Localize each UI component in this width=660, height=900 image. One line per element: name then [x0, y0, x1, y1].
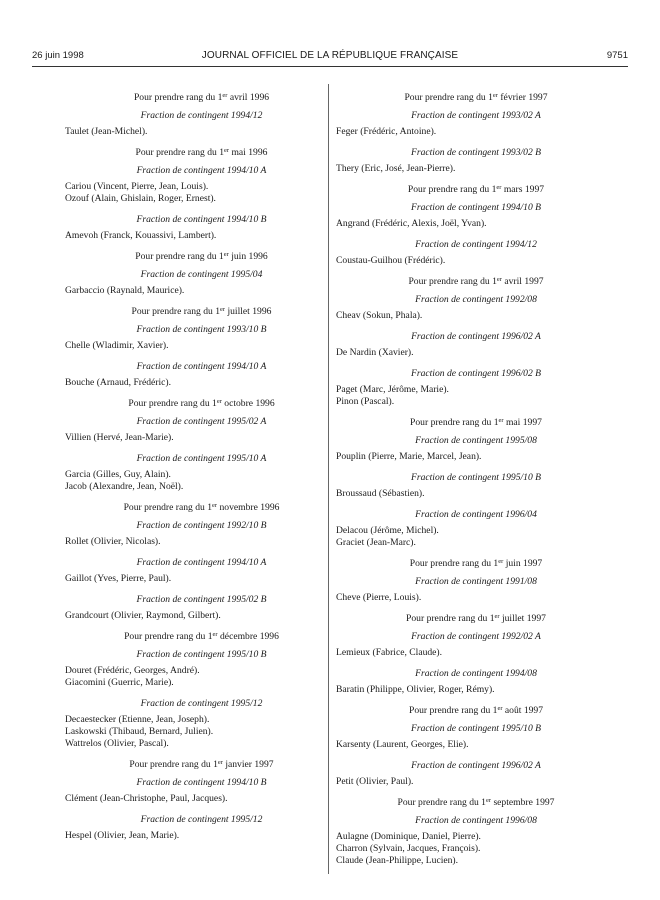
rank-ordinal: er [496, 276, 502, 283]
fraction-heading: Fraction de contingent 1994/08 [415, 668, 537, 679]
rank-date: octobre 1996 [221, 398, 275, 409]
rank-date: juin 1996 [228, 251, 268, 262]
rank-ordinal: er [220, 306, 226, 313]
rank-ordinal: er [217, 759, 223, 766]
rank-text: Pour prendre rang du 1 [135, 251, 224, 262]
rank-ordinal: er [216, 398, 222, 405]
person-name: Douret (Frédéric, Georges, André). [65, 665, 200, 676]
contingent-group [65, 324, 320, 352]
person-name: Jacob (Alexandre, Jean, Noël). [65, 481, 184, 492]
person-name: Garcia (Gilles, Guy, Alain). [65, 469, 171, 480]
rank-text: Pour prendre rang du 1 [123, 502, 213, 513]
contingent-group [65, 214, 320, 242]
person-name: Rollet (Olivier, Nicolas). [65, 536, 161, 547]
person-name: Broussaud (Sébastien). [336, 488, 425, 499]
header-page-number: 9751 [606, 50, 628, 61]
fraction-heading: Fraction de contingent 1995/12 [140, 698, 263, 709]
person-name: Petit (Olivier, Paul). [336, 776, 414, 787]
contingent-group [336, 368, 598, 408]
rank-heading [336, 558, 598, 570]
contingent-group [336, 631, 598, 659]
rank-date: juillet 1997 [499, 613, 546, 624]
contingent-group [65, 814, 320, 842]
contingent-group [336, 723, 598, 751]
person-name: Delacou (Jérôme, Michel). [336, 525, 439, 536]
fraction-heading: Fraction de contingent 1993/02 A [411, 110, 541, 121]
contingent-group [336, 668, 598, 696]
rank-ordinal: er [496, 184, 502, 191]
fraction-heading: Fraction de contingent 1994/10 A [136, 557, 267, 568]
rank-heading [336, 705, 598, 717]
rank-heading [336, 276, 598, 288]
rank-date: août 1997 [502, 705, 544, 716]
rank-date: juillet 1996 [225, 306, 272, 317]
fraction-heading: Fraction de contingent 1995/10 B [410, 472, 542, 483]
rank-heading [65, 92, 320, 104]
fraction-heading: Fraction de contingent 1995/12 [140, 814, 263, 825]
rank-ordinal: er [494, 613, 500, 620]
contingent-group [65, 416, 320, 444]
contingent-group [65, 649, 320, 689]
fraction-heading: Fraction de contingent 1994/12 [140, 110, 263, 121]
rank-ordinal: er [224, 147, 230, 154]
fraction-heading: Fraction de contingent 1992/02 A [411, 631, 541, 642]
rank-ordinal: er [497, 705, 503, 712]
person-name: Ozouf (Alain, Ghislain, Roger, Ernest). [65, 193, 216, 204]
rank-ordinal: er [222, 92, 228, 99]
column-divider [328, 84, 329, 874]
person-name: Thery (Eric, José, Jean-Pierre). [336, 163, 456, 174]
rank-text: Pour prendre rang du 1 [397, 797, 486, 808]
rank-text: Pour prendre rang du 1 [133, 92, 223, 103]
person-name: Cheav (Sokun, Phala). [336, 310, 423, 321]
fraction-heading: Fraction de contingent 1995/08 [415, 435, 537, 446]
fraction-heading: Fraction de contingent 1996/02 B [410, 368, 542, 379]
person-name: Villien (Hervé, Jean-Marie). [65, 432, 174, 443]
fraction-heading: Fraction de contingent 1992/10 B [136, 520, 267, 531]
person-name: Cheve (Pierre, Louis). [336, 592, 422, 603]
contingent-group [336, 509, 598, 549]
rank-text: Pour prendre rang du 1 [129, 759, 218, 770]
fraction-heading: Fraction de contingent 1996/02 A [411, 760, 541, 771]
rank-text: Pour prendre rang du 1 [131, 306, 220, 317]
contingent-group [336, 815, 598, 867]
rank-text: Pour prendre rang du 1 [408, 705, 498, 716]
person-name: Angrand (Frédéric, Alexis, Joël, Yvan). [336, 218, 487, 229]
contingent-group [65, 777, 320, 805]
rank-heading [336, 417, 598, 429]
fraction-heading: Fraction de contingent 1994/10 B [410, 202, 542, 213]
fraction-heading: Fraction de contingent 1993/10 B [136, 324, 267, 335]
rank-date: mars 1997 [501, 184, 545, 195]
person-name: Pouplin (Pierre, Marie, Marcel, Jean). [336, 451, 482, 462]
column-left [65, 84, 320, 846]
rank-text: Pour prendre rang du 1 [124, 631, 213, 642]
rank-heading [65, 398, 320, 410]
contingent-group [65, 557, 320, 585]
header-date: 26 juin 1998 [32, 50, 84, 61]
contingent-group [336, 435, 598, 463]
person-name: Pinon (Pascal). [336, 396, 395, 407]
contingent-group [65, 165, 320, 205]
person-name: Laskowski (Thibaud, Bernard, Julien). [65, 726, 214, 737]
rank-date: décembre 1996 [217, 631, 279, 642]
person-name: Wattrelos (Olivier, Pascal). [65, 738, 169, 749]
rank-heading [336, 613, 598, 625]
contingent-group [65, 453, 320, 493]
contingent-group [336, 331, 598, 359]
rank-date: mai 1996 [229, 147, 268, 158]
person-name: Lemieux (Fabrice, Claude). [336, 647, 443, 658]
rank-heading [65, 502, 320, 514]
person-name: Paget (Marc, Jérôme, Marie). [336, 384, 449, 395]
rank-text: Pour prendre rang du 1 [404, 92, 493, 103]
person-name: Chelle (Wladimir, Xavier). [65, 340, 169, 351]
fraction-heading: Fraction de contingent 1995/02 A [136, 416, 267, 427]
person-name: Baratin (Philippe, Olivier, Roger, Rémy). [336, 684, 495, 695]
contingent-group [65, 698, 320, 750]
rank-date: janvier 1997 [222, 759, 274, 770]
rank-heading [336, 797, 598, 809]
contingent-group [336, 202, 598, 230]
page-header [32, 50, 628, 64]
person-name: Garbaccio (Raynald, Maurice). [65, 285, 185, 296]
person-name: Gaillot (Yves, Pierre, Paul). [65, 573, 172, 584]
contingent-group [336, 294, 598, 322]
header-title: JOURNAL OFFICIEL DE LA RÉPUBLIQUE FRANÇAISE [201, 50, 459, 61]
fraction-heading: Fraction de contingent 1994/10 B [136, 777, 267, 788]
rank-date: novembre 1996 [217, 502, 280, 513]
person-name: Giacomini (Guerric, Marie). [65, 677, 174, 688]
rank-heading [65, 306, 320, 318]
fraction-heading: Fraction de contingent 1993/02 B [410, 147, 542, 158]
person-name: Grandcourt (Olivier, Raymond, Gilbert). [65, 610, 221, 621]
contingent-group [336, 147, 598, 175]
person-name: Charron (Sylvain, Jacques, François). [336, 843, 481, 854]
rank-text: Pour prendre rang du 1 [407, 184, 497, 195]
person-name: Decaestecker (Etienne, Jean, Joseph). [65, 714, 210, 725]
person-name: Karsenty (Laurent, Georges, Elie). [336, 739, 469, 750]
contingent-group [65, 594, 320, 622]
fraction-heading: Fraction de contingent 1994/10 B [136, 214, 267, 225]
fraction-heading: Fraction de contingent 1996/02 A [411, 331, 541, 342]
fraction-heading: Fraction de contingent 1995/10 B [136, 649, 267, 660]
fraction-heading: Fraction de contingent 1995/10 B [410, 723, 542, 734]
rank-ordinal: er [212, 631, 218, 638]
rank-ordinal: er [223, 251, 229, 258]
rank-date: juin 1997 [503, 558, 543, 569]
rank-heading [65, 147, 320, 159]
person-name: Graciet (Jean-Marc). [336, 537, 416, 548]
rank-ordinal: er [492, 92, 498, 99]
rank-heading [65, 759, 320, 771]
contingent-group [336, 576, 598, 604]
person-name: Feger (Frédéric, Antoine). [336, 126, 437, 137]
header-rule [32, 66, 628, 67]
fraction-heading: Fraction de contingent 1994/12 [415, 239, 537, 250]
fraction-heading: Fraction de contingent 1992/08 [415, 294, 537, 305]
person-name: De Nardin (Xavier). [336, 347, 414, 358]
contingent-group [336, 472, 598, 500]
contingent-group [336, 110, 598, 138]
contingent-group [65, 361, 320, 389]
rank-heading [65, 631, 320, 643]
person-name: Cariou (Vincent, Pierre, Jean, Louis). [65, 181, 209, 192]
rank-ordinal: er [485, 797, 492, 804]
person-name: Hespel (Olivier, Jean, Marie). [65, 830, 180, 841]
rank-date: février 1997 [497, 92, 548, 103]
person-name: Claude (Jean-Philippe, Lucien). [336, 855, 459, 866]
rank-heading [336, 184, 598, 196]
rank-text: Pour prendre rang du 1 [408, 276, 497, 287]
rank-date: avril 1997 [501, 276, 544, 287]
fraction-heading: Fraction de contingent 1995/04 [140, 269, 263, 280]
rank-ordinal: er [498, 417, 504, 424]
fraction-heading: Fraction de contingent 1996/08 [415, 815, 537, 826]
fraction-heading: Fraction de contingent 1995/02 B [136, 594, 267, 605]
rank-text: Pour prendre rang du 1 [128, 398, 217, 409]
person-name: Coustau-Guilhou (Frédéric). [336, 255, 446, 266]
rank-ordinal: er [212, 502, 218, 509]
person-name: Clément (Jean-Christophe, Paul, Jacques). [65, 793, 228, 804]
rank-heading [336, 92, 598, 104]
contingent-group [336, 239, 598, 267]
fraction-heading: Fraction de contingent 1994/10 A [136, 361, 267, 372]
rank-date: mai 1997 [503, 417, 542, 428]
person-name: Taulet (Jean-Michel). [65, 126, 148, 137]
contingent-group [65, 269, 320, 297]
contingent-group [65, 520, 320, 548]
fraction-heading: Fraction de contingent 1994/10 A [136, 165, 267, 176]
person-name: Amevoh (Franck, Kouassivi, Lambert). [65, 230, 217, 241]
rank-date: septembre 1997 [491, 797, 555, 808]
column-right [336, 84, 598, 871]
rank-ordinal: er [498, 558, 504, 565]
fraction-heading: Fraction de contingent 1996/04 [415, 509, 537, 520]
rank-text: Pour prendre rang du 1 [406, 613, 495, 624]
rank-date: avril 1996 [227, 92, 270, 103]
rank-text: Pour prendre rang du 1 [410, 417, 499, 428]
contingent-group [336, 760, 598, 788]
person-name: Bouche (Arnaud, Frédéric). [65, 377, 172, 388]
rank-text: Pour prendre rang du 1 [409, 558, 499, 569]
fraction-heading: Fraction de contingent 1995/10 A [136, 453, 267, 464]
person-name: Aulagne (Dominique, Daniel, Pierre). [336, 831, 481, 842]
contingent-group [65, 110, 320, 138]
rank-heading [65, 251, 320, 263]
rank-text: Pour prendre rang du 1 [135, 147, 224, 158]
fraction-heading: Fraction de contingent 1991/08 [415, 576, 537, 587]
